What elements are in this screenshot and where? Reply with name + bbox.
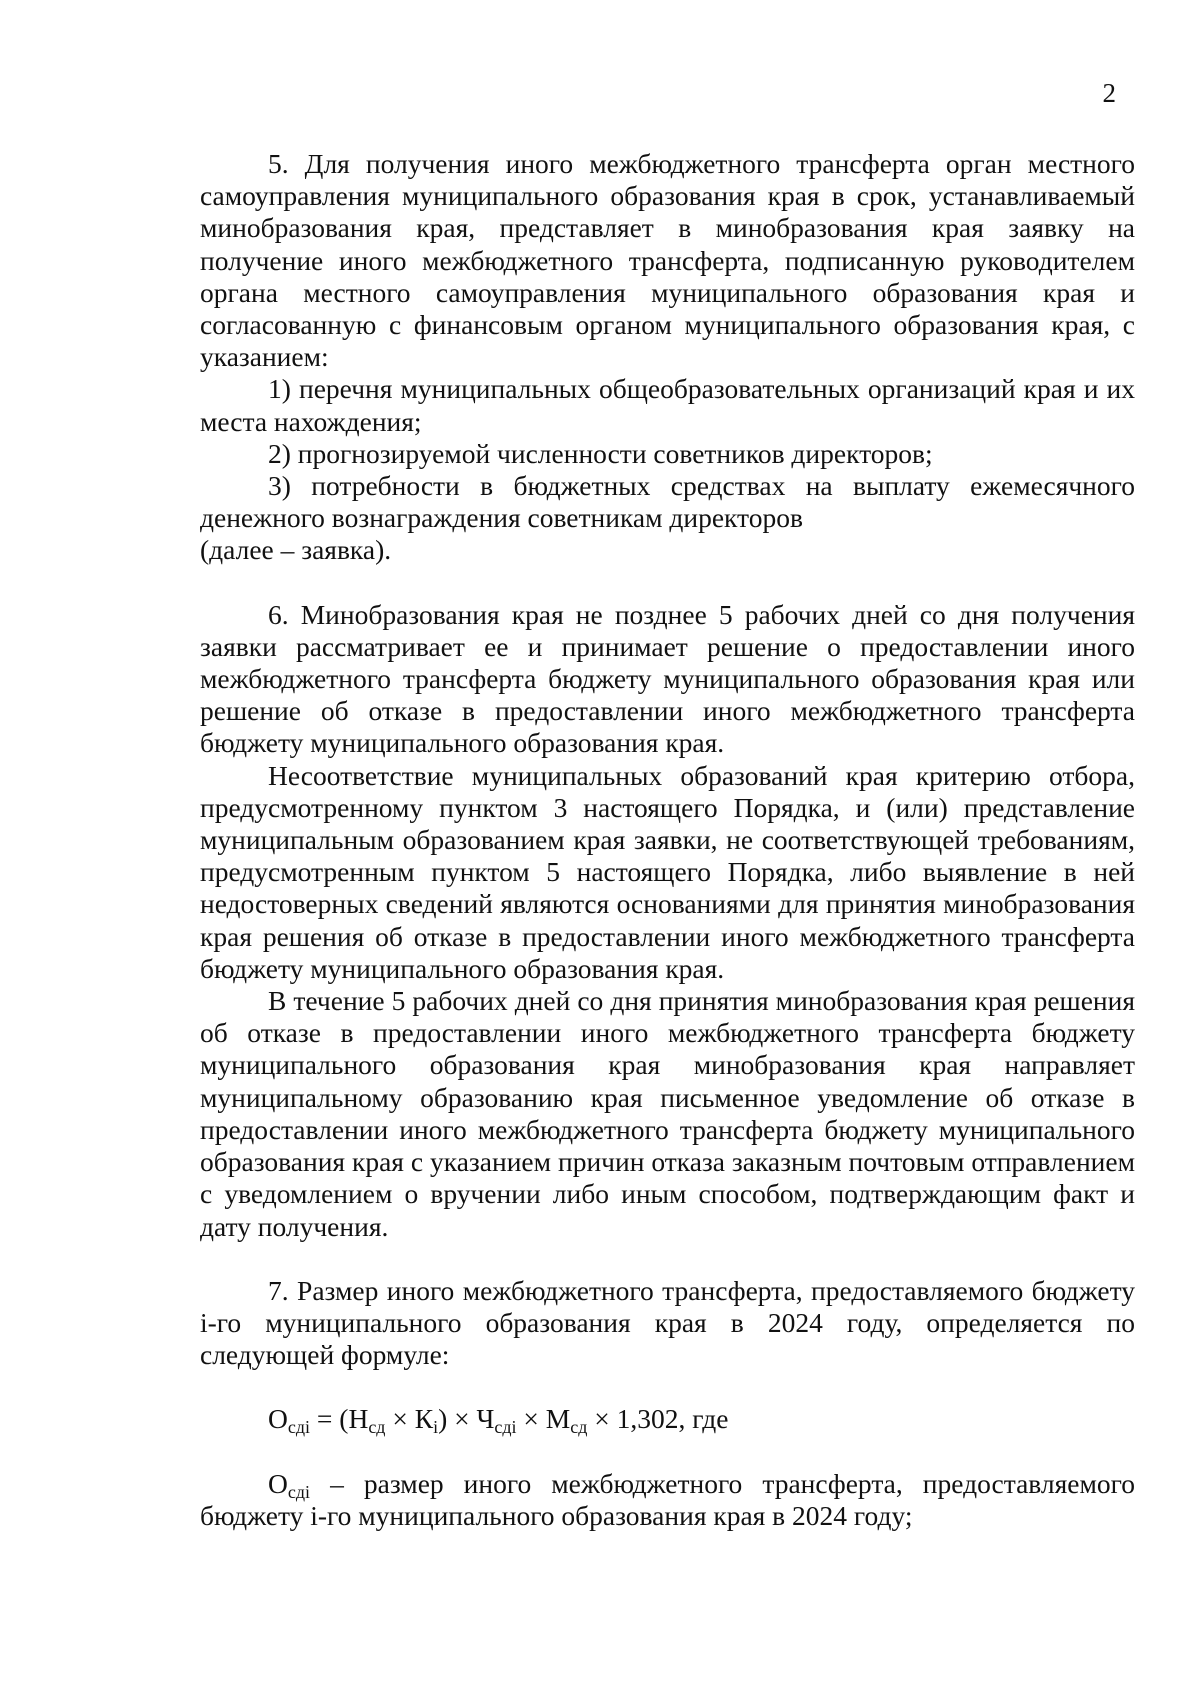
page-number: 2 (1102, 78, 1116, 108)
section-6-paragraph-1: 6. Минобразования края не позднее 5 рабочих дней со дня получения заявки рассматривает ее и принимает решение о предоставлении иного межбюджетного трансферта бюджету муниципального образования края или решение об отказе в предоставлении иного межбюджетного трансферта бюджету муниципального образования края. (200, 598, 1135, 759)
paragraph-gap (200, 1371, 1135, 1403)
section-6-paragraph-3: В течение 5 рабочих дней со дня принятия минобразования края решения об отказе в предоставлении иного межбюджетного трансферта бюджету муниципального образования края минобразования края направляет муниципальному образованию края письменное уведомление об отказе в предоставлении иного межбюджетного трансферта бюджету муниципального образования края с указанием причин отказа заказным почтовым отправлением с уведомлением о вручении либо иным способом, подтверждающим факт и дату получения. (200, 985, 1135, 1242)
document-body (200, 148, 1135, 1532)
formula-ch-sub: сдi (494, 1417, 517, 1438)
section-5-item-1: 1) перечня муниципальных общеобразовательных организаций края и их места нахождения; (200, 373, 1135, 437)
formula-times-ch: ) × Ч (438, 1403, 495, 1435)
section-5-item-2: 2) прогнозируемой численности советников директоров; (268, 437, 933, 469)
formula (200, 1403, 1135, 1438)
formula-lhs-sub: сдi (287, 1417, 311, 1438)
formula-m-sub: сд (570, 1417, 588, 1438)
section-5-intro: 5. Для получения иного межбюджетного трансферта орган местного самоуправления муниципального образования края в срок, устанавливаемый минобразования края, представляет в минобразования края заявку на получение иного межбюджетного трансферта, подписанную руководителем органа местного самоуправления муниципального образования края и согласованную с финансовым органом муниципального образования края, с указанием: (200, 148, 1135, 373)
section-7-paragraph-1: 7. Размер иного межбюджетного трансферта, предоставляемого бюджету i-го муниципального образования края в 2024 году, определяется по следующей формуле: (200, 1274, 1135, 1371)
paragraph-gap (200, 567, 1135, 599)
section-7-definition (200, 1468, 1135, 1532)
section-5-tail: (далее – заявка). (200, 534, 392, 566)
formula-times-m: × М (516, 1403, 571, 1435)
formula-times-k: × К (385, 1403, 434, 1435)
formula-k-sub: i (433, 1417, 439, 1438)
formula-tail: × 1,302, где (587, 1403, 729, 1435)
section-5-item-3: 3) потребности в бюджетных средствах на выплату ежемесячного денежного вознаграждения советникам директоров (200, 470, 1135, 534)
paragraph-gap (200, 1243, 1135, 1275)
definition-text: – размер иного межбюджетного трансферта, предоставляемого бюджету i-го муниципального образования края в 2024 году; (200, 1467, 1135, 1531)
paragraph-gap (200, 1436, 1135, 1468)
formula-eq: = (Н (310, 1403, 369, 1435)
section-6-paragraph-2: Несоответствие муниципальных образований края критерию отбора, предусмотренному пунктом 3 настоящего Порядка, и (или) представление муниципальным образованием края заявки, не соответствующей требованиям, предусмотренным пунктом 5 настоящего Порядка, либо выявление в ней недостоверных сведений являются основаниями для принятия минобразования края решения об отказе в предоставлении иного межбюджетного трансферта бюджету муниципального образования края. (200, 759, 1135, 984)
formula-n-sub: сд (368, 1417, 386, 1438)
definition-symbol: О (268, 1467, 288, 1499)
definition-symbol-sub: сдi (287, 1481, 311, 1502)
formula-lhs: О (268, 1403, 288, 1435)
